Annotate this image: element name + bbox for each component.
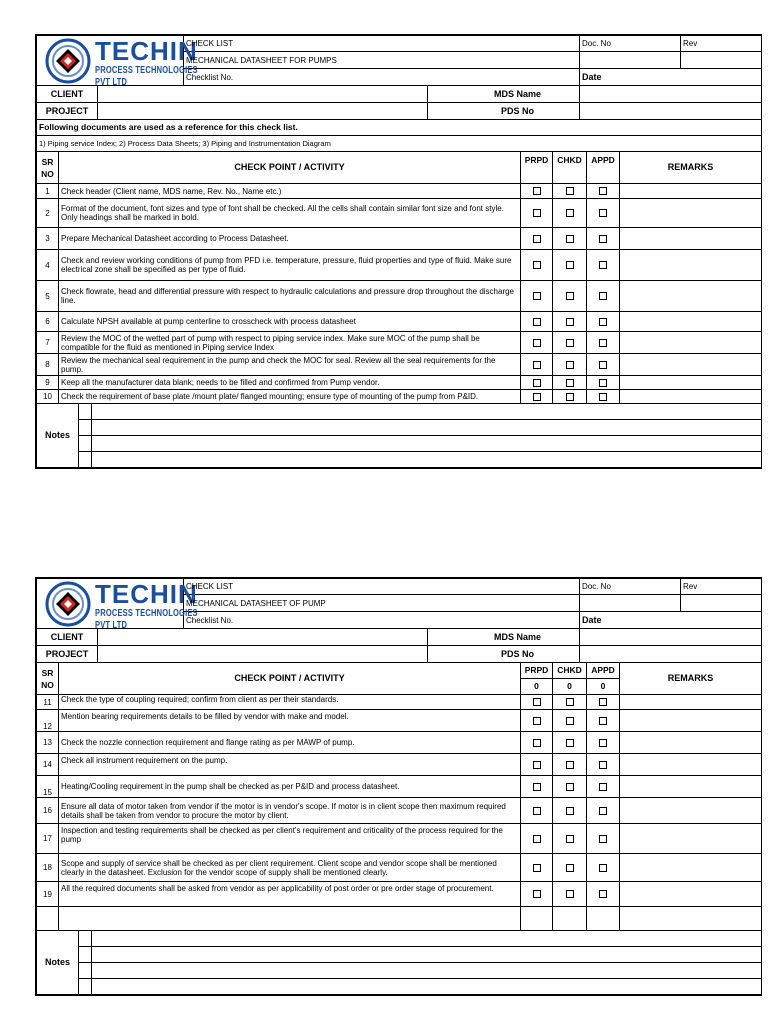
sheet2-rows	[37, 695, 762, 931]
chkd-checkbox[interactable]	[566, 864, 574, 872]
table-row	[37, 199, 762, 228]
chkd-checkbox[interactable]	[566, 209, 574, 217]
mds-name-value[interactable]	[580, 86, 762, 103]
table-row-empty	[37, 907, 762, 931]
sheet1-rows	[37, 184, 762, 404]
row-number: 17	[37, 824, 59, 854]
table-row	[37, 798, 762, 824]
appd-checkbox[interactable]	[599, 717, 607, 725]
chkd-checkbox[interactable]	[566, 361, 574, 369]
row-activity: Mention bearing requirements details to be filled by vendor with make and model.	[59, 710, 521, 732]
appd-checkbox[interactable]	[599, 187, 607, 195]
pds-no-value[interactable]	[580, 646, 762, 663]
doc-no-value[interactable]	[580, 52, 681, 69]
chkd-checkbox[interactable]	[566, 807, 574, 815]
row-activity: Inspection and testing requirements shall be checked as per client's requirement and criticality of the process required for the pump	[59, 824, 521, 854]
row-activity: Heating/Cooling requirement in the pump shall be checked as per P&ID and process datasheet.	[59, 776, 521, 798]
col-sr-no: SR NO	[37, 152, 59, 184]
row-activity: Scope and supply of service shall be checked as per client requirement. Client scope and vendor scope shall be mentioned clearly in the datasheet. Exclusion for the vendor scope of supply shall be mentioned clearly.	[59, 854, 521, 882]
table-row	[37, 695, 762, 710]
brand-name: TECHIN	[95, 36, 198, 66]
chkd-checkbox[interactable]	[566, 187, 574, 195]
appd-checkbox[interactable]	[599, 783, 607, 791]
col-chkd: CHKD	[553, 152, 587, 184]
chkd-checkbox[interactable]	[566, 318, 574, 326]
project-label: PROJECT	[37, 646, 98, 663]
prpd-checkbox[interactable]	[533, 261, 541, 269]
mds-name-label: MDS Name	[428, 86, 580, 103]
remarks-cell[interactable]	[620, 312, 762, 332]
mds-name-label: MDS Name	[428, 629, 580, 646]
appd-checkbox[interactable]	[599, 318, 607, 326]
row-activity: Check all instrument requirement on the pump.	[59, 754, 521, 776]
prpd-checkbox[interactable]	[533, 235, 541, 243]
prpd-checkbox[interactable]	[533, 890, 541, 898]
appd-checkbox[interactable]	[599, 261, 607, 269]
notes-line[interactable]	[92, 404, 762, 420]
prpd-checkbox[interactable]	[533, 379, 541, 387]
remarks-cell[interactable]	[620, 390, 762, 404]
table-row	[37, 732, 762, 754]
reference-documents: 1) Piping service Index; 2) Process Data Sheets; 3) Piping and Instrumentation Diagram	[37, 136, 762, 152]
table-row	[37, 281, 762, 312]
table-row	[37, 776, 762, 798]
notes-label: Notes	[37, 931, 79, 995]
row-number: 8	[37, 354, 59, 376]
pds-no-value[interactable]	[580, 103, 762, 120]
remarks-cell[interactable]	[620, 907, 762, 931]
chkd-checkbox[interactable]	[566, 235, 574, 243]
project-value[interactable]	[98, 103, 428, 120]
prpd-checkbox[interactable]	[533, 187, 541, 195]
row-number: 2	[37, 199, 59, 228]
row-number: 7	[37, 332, 59, 354]
company-logo	[37, 36, 198, 88]
notes-bullet	[79, 931, 92, 947]
appd-checkbox[interactable]	[599, 292, 607, 300]
remarks-cell[interactable]	[620, 354, 762, 376]
remarks-cell[interactable]	[620, 695, 762, 710]
prpd-checkbox[interactable]	[533, 698, 541, 706]
project-label: PROJECT	[37, 103, 98, 120]
table-row	[37, 854, 762, 882]
row-number: 9	[37, 376, 59, 390]
date-label: Date	[580, 612, 762, 629]
chkd-checkbox[interactable]	[566, 761, 574, 769]
row-activity: Review the mechanical seal requirement in the pump and check the MOC for seal. Review all the seal requirements for the pump.	[59, 354, 521, 376]
notes-line[interactable]	[92, 963, 762, 979]
chkd-checkbox[interactable]	[566, 379, 574, 387]
title-checklist-no: Checklist No.	[184, 612, 580, 629]
table-row	[37, 754, 762, 776]
prpd-checkbox[interactable]	[533, 717, 541, 725]
brand-name: TECHIN	[95, 579, 198, 609]
chkd-checkbox[interactable]	[566, 393, 574, 401]
reference-heading: Following documents are used as a reference for this check list.	[37, 120, 762, 136]
prpd-checkbox[interactable]	[533, 292, 541, 300]
remarks-cell[interactable]	[620, 199, 762, 228]
table-row	[37, 250, 762, 281]
prpd-checkbox[interactable]	[533, 761, 541, 769]
table-row	[37, 710, 762, 732]
rev-value[interactable]	[681, 52, 762, 69]
appd-checkbox[interactable]	[599, 739, 607, 747]
rev-label: Rev	[681, 579, 762, 595]
mds-name-value[interactable]	[580, 629, 762, 646]
prpd-checkbox[interactable]	[533, 361, 541, 369]
sheet1-checklist-table	[36, 151, 762, 404]
brand-subtitle: PROCESS TECHNOLOGIES PVT LTD	[95, 607, 198, 631]
appd-checkbox[interactable]	[599, 890, 607, 898]
row-activity: Calculate NPSH available at pump centerline to crosscheck with process datasheet	[59, 312, 521, 332]
appd-checkbox[interactable]	[599, 339, 607, 347]
row-number: 4	[37, 250, 59, 281]
sheet1-notes-table	[36, 403, 762, 468]
prpd-checkbox[interactable]	[533, 864, 541, 872]
chkd-checkbox[interactable]	[566, 890, 574, 898]
row-activity: Check the requirement of base plate /mount plate/ flanged mounting; ensure type of mounting of the pump from P&ID.	[59, 390, 521, 404]
client-value[interactable]	[98, 629, 428, 646]
row-number: 13	[37, 732, 59, 754]
notes-line[interactable]	[92, 420, 762, 436]
notes-bullet	[79, 452, 92, 468]
appd-checkbox[interactable]	[599, 761, 607, 769]
appd-checkbox[interactable]	[599, 698, 607, 706]
remarks-cell[interactable]	[620, 824, 762, 854]
col-chkd: CHKD	[553, 663, 587, 679]
row-number: 18	[37, 854, 59, 882]
row-number: 19	[37, 882, 59, 907]
appd-checkbox[interactable]	[599, 835, 607, 843]
appd-checkbox[interactable]	[599, 379, 607, 387]
checklist-sheet-2	[35, 577, 762, 996]
notes-bullet	[79, 947, 92, 963]
col-appd: APPD	[587, 152, 620, 184]
row-number: 10	[37, 390, 59, 404]
sheet1-header-table	[36, 35, 762, 86]
prpd-checkbox[interactable]	[533, 209, 541, 217]
appd-checkbox[interactable]	[599, 209, 607, 217]
remarks-cell[interactable]	[620, 184, 762, 199]
row-activity: Check the nozzle connection requirement and flange rating as per MAWP of pump.	[59, 732, 521, 754]
col-check-point: CHECK POINT / ACTIVITY	[59, 152, 521, 184]
remarks-cell[interactable]	[620, 250, 762, 281]
prpd-count: 0	[521, 679, 553, 695]
row-number: 14	[37, 754, 59, 776]
techin-logo-icon	[45, 38, 91, 84]
brand-subtitle: PROCESS TECHNOLOGIES PVT LTD	[95, 64, 198, 88]
client-label: CLIENT	[37, 629, 98, 646]
sheet2-header-table	[36, 578, 762, 629]
remarks-cell[interactable]	[620, 710, 762, 732]
remarks-cell[interactable]	[620, 854, 762, 882]
notes-label: Notes	[37, 404, 79, 468]
appd-checkbox[interactable]	[599, 393, 607, 401]
row-activity: Prepare Mechanical Datasheet according to Process Datasheet.	[59, 228, 521, 250]
techin-logo-icon	[45, 581, 91, 627]
notes-line[interactable]	[92, 452, 762, 468]
prpd-checkbox[interactable]	[533, 393, 541, 401]
chkd-checkbox[interactable]	[566, 292, 574, 300]
chkd-checkbox[interactable]	[566, 835, 574, 843]
notes-bullet	[79, 436, 92, 452]
pds-no-label: PDS No	[428, 103, 580, 120]
table-row	[37, 824, 762, 854]
prpd-checkbox[interactable]	[533, 739, 541, 747]
appd-count: 0	[587, 679, 620, 695]
sheet2-checklist-table	[36, 662, 762, 931]
col-prpd: PRPD	[521, 152, 553, 184]
row-number: 6	[37, 312, 59, 332]
remarks-cell[interactable]	[620, 798, 762, 824]
title-checklist: CHECK LIST	[184, 579, 580, 595]
table-row	[37, 390, 762, 404]
row-activity: All the required documents shall be asked from vendor as per applicability of post order or pre order stage of procurement.	[59, 882, 521, 907]
doc-no-label: Doc. No	[580, 579, 681, 595]
row-number: 5	[37, 281, 59, 312]
row-number: 1	[37, 184, 59, 199]
chkd-count: 0	[553, 679, 587, 695]
date-label: Date	[580, 69, 762, 86]
pds-no-label: PDS No	[428, 646, 580, 663]
remarks-cell[interactable]	[620, 228, 762, 250]
notes-bullet	[79, 963, 92, 979]
notes-line[interactable]	[92, 436, 762, 452]
row-activity: Check the type of coupling required; confirm from client as per their standards.	[59, 695, 521, 710]
appd-checkbox[interactable]	[599, 864, 607, 872]
chkd-checkbox[interactable]	[566, 339, 574, 347]
title-datasheet: MECHANICAL DATASHEET OF PUMP	[184, 595, 580, 612]
notes-bullet	[79, 979, 92, 995]
sheet2-notes-table	[36, 930, 762, 995]
appd-checkbox[interactable]	[599, 807, 607, 815]
row-activity: Review the MOC of the wetted part of pump with respect to piping service index. Make sure MOC of the pump shall be compatible for the fluid as mentioned in Piping service Index	[59, 332, 521, 354]
sheet1-info-table	[36, 85, 762, 152]
prpd-checkbox[interactable]	[533, 783, 541, 791]
chkd-checkbox[interactable]	[566, 717, 574, 725]
row-number: 15	[37, 776, 59, 798]
chkd-checkbox[interactable]	[566, 261, 574, 269]
col-remarks: REMARKS	[620, 663, 762, 695]
company-logo	[37, 579, 198, 631]
title-checklist-no: Checklist No.	[184, 69, 580, 86]
appd-checkbox[interactable]	[599, 361, 607, 369]
table-row	[37, 882, 762, 907]
col-prpd: PRPD	[521, 663, 553, 679]
notes-line[interactable]	[92, 931, 762, 947]
remarks-cell[interactable]	[620, 754, 762, 776]
col-remarks: REMARKS	[620, 152, 762, 184]
chkd-checkbox[interactable]	[566, 783, 574, 791]
remarks-cell[interactable]	[620, 776, 762, 798]
doc-no-label: Doc. No	[580, 36, 681, 52]
table-row	[37, 376, 762, 390]
col-sr-no: SR NO	[37, 663, 59, 695]
chkd-checkbox[interactable]	[566, 739, 574, 747]
notes-bullet	[79, 420, 92, 436]
notes-bullet	[79, 404, 92, 420]
col-check-point: CHECK POINT / ACTIVITY	[59, 663, 521, 695]
client-value[interactable]	[98, 86, 428, 103]
remarks-cell[interactable]	[620, 281, 762, 312]
table-row	[37, 228, 762, 250]
title-datasheet: MECHANICAL DATASHEET FOR PUMPS	[184, 52, 580, 69]
table-row	[37, 184, 762, 199]
sheet2-info-table	[36, 628, 762, 663]
chkd-checkbox[interactable]	[566, 698, 574, 706]
table-row	[37, 312, 762, 332]
appd-checkbox[interactable]	[599, 235, 607, 243]
table-row	[37, 332, 762, 354]
prpd-checkbox[interactable]	[533, 807, 541, 815]
rev-label: Rev	[681, 36, 762, 52]
prpd-checkbox[interactable]	[533, 339, 541, 347]
row-activity: Check and review working conditions of pump from PFD i.e. temperature, pressure, fluid properties and type of fluid. Make sure electrical zone shall be specified as per type of fluid.	[59, 250, 521, 281]
col-appd: APPD	[587, 663, 620, 679]
row-number: 16	[37, 798, 59, 824]
project-value[interactable]	[98, 646, 428, 663]
prpd-checkbox[interactable]	[533, 835, 541, 843]
notes-line[interactable]	[92, 947, 762, 963]
remarks-cell[interactable]	[620, 732, 762, 754]
doc-no-value[interactable]	[580, 595, 681, 612]
row-activity: Check header (Client name, MDS name, Rev. No., Name etc.)	[59, 184, 521, 199]
row-activity: Check flowrate, head and differential pressure with respect to hydraulic calculations and pressure drop throughout the discharge line.	[59, 281, 521, 312]
row-number: 12	[37, 710, 59, 732]
remarks-cell[interactable]	[620, 376, 762, 390]
remarks-cell[interactable]	[620, 882, 762, 907]
table-row	[37, 354, 762, 376]
prpd-checkbox[interactable]	[533, 318, 541, 326]
row-number: 3	[37, 228, 59, 250]
row-number: 11	[37, 695, 59, 710]
rev-value[interactable]	[681, 595, 762, 612]
client-label: CLIENT	[37, 86, 98, 103]
title-checklist: CHECK LIST	[184, 36, 580, 52]
checklist-sheet-1	[35, 34, 762, 469]
remarks-cell[interactable]	[620, 332, 762, 354]
row-activity: Ensure all data of motor taken from vendor if the motor is in vendor's scope. If motor is in client scope then maximum required details shall be taken from vendor to procure the motor by client.	[59, 798, 521, 824]
row-activity: Format of the document, font sizes and type of font shall be checked. All the cells shall contain similar font size and font style. Only headings shall be marked in bold.	[59, 199, 521, 228]
row-activity: Keep all the manufacturer data blank; needs to be filled and confirmed from Pump vendor.	[59, 376, 521, 390]
notes-line[interactable]	[92, 979, 762, 995]
